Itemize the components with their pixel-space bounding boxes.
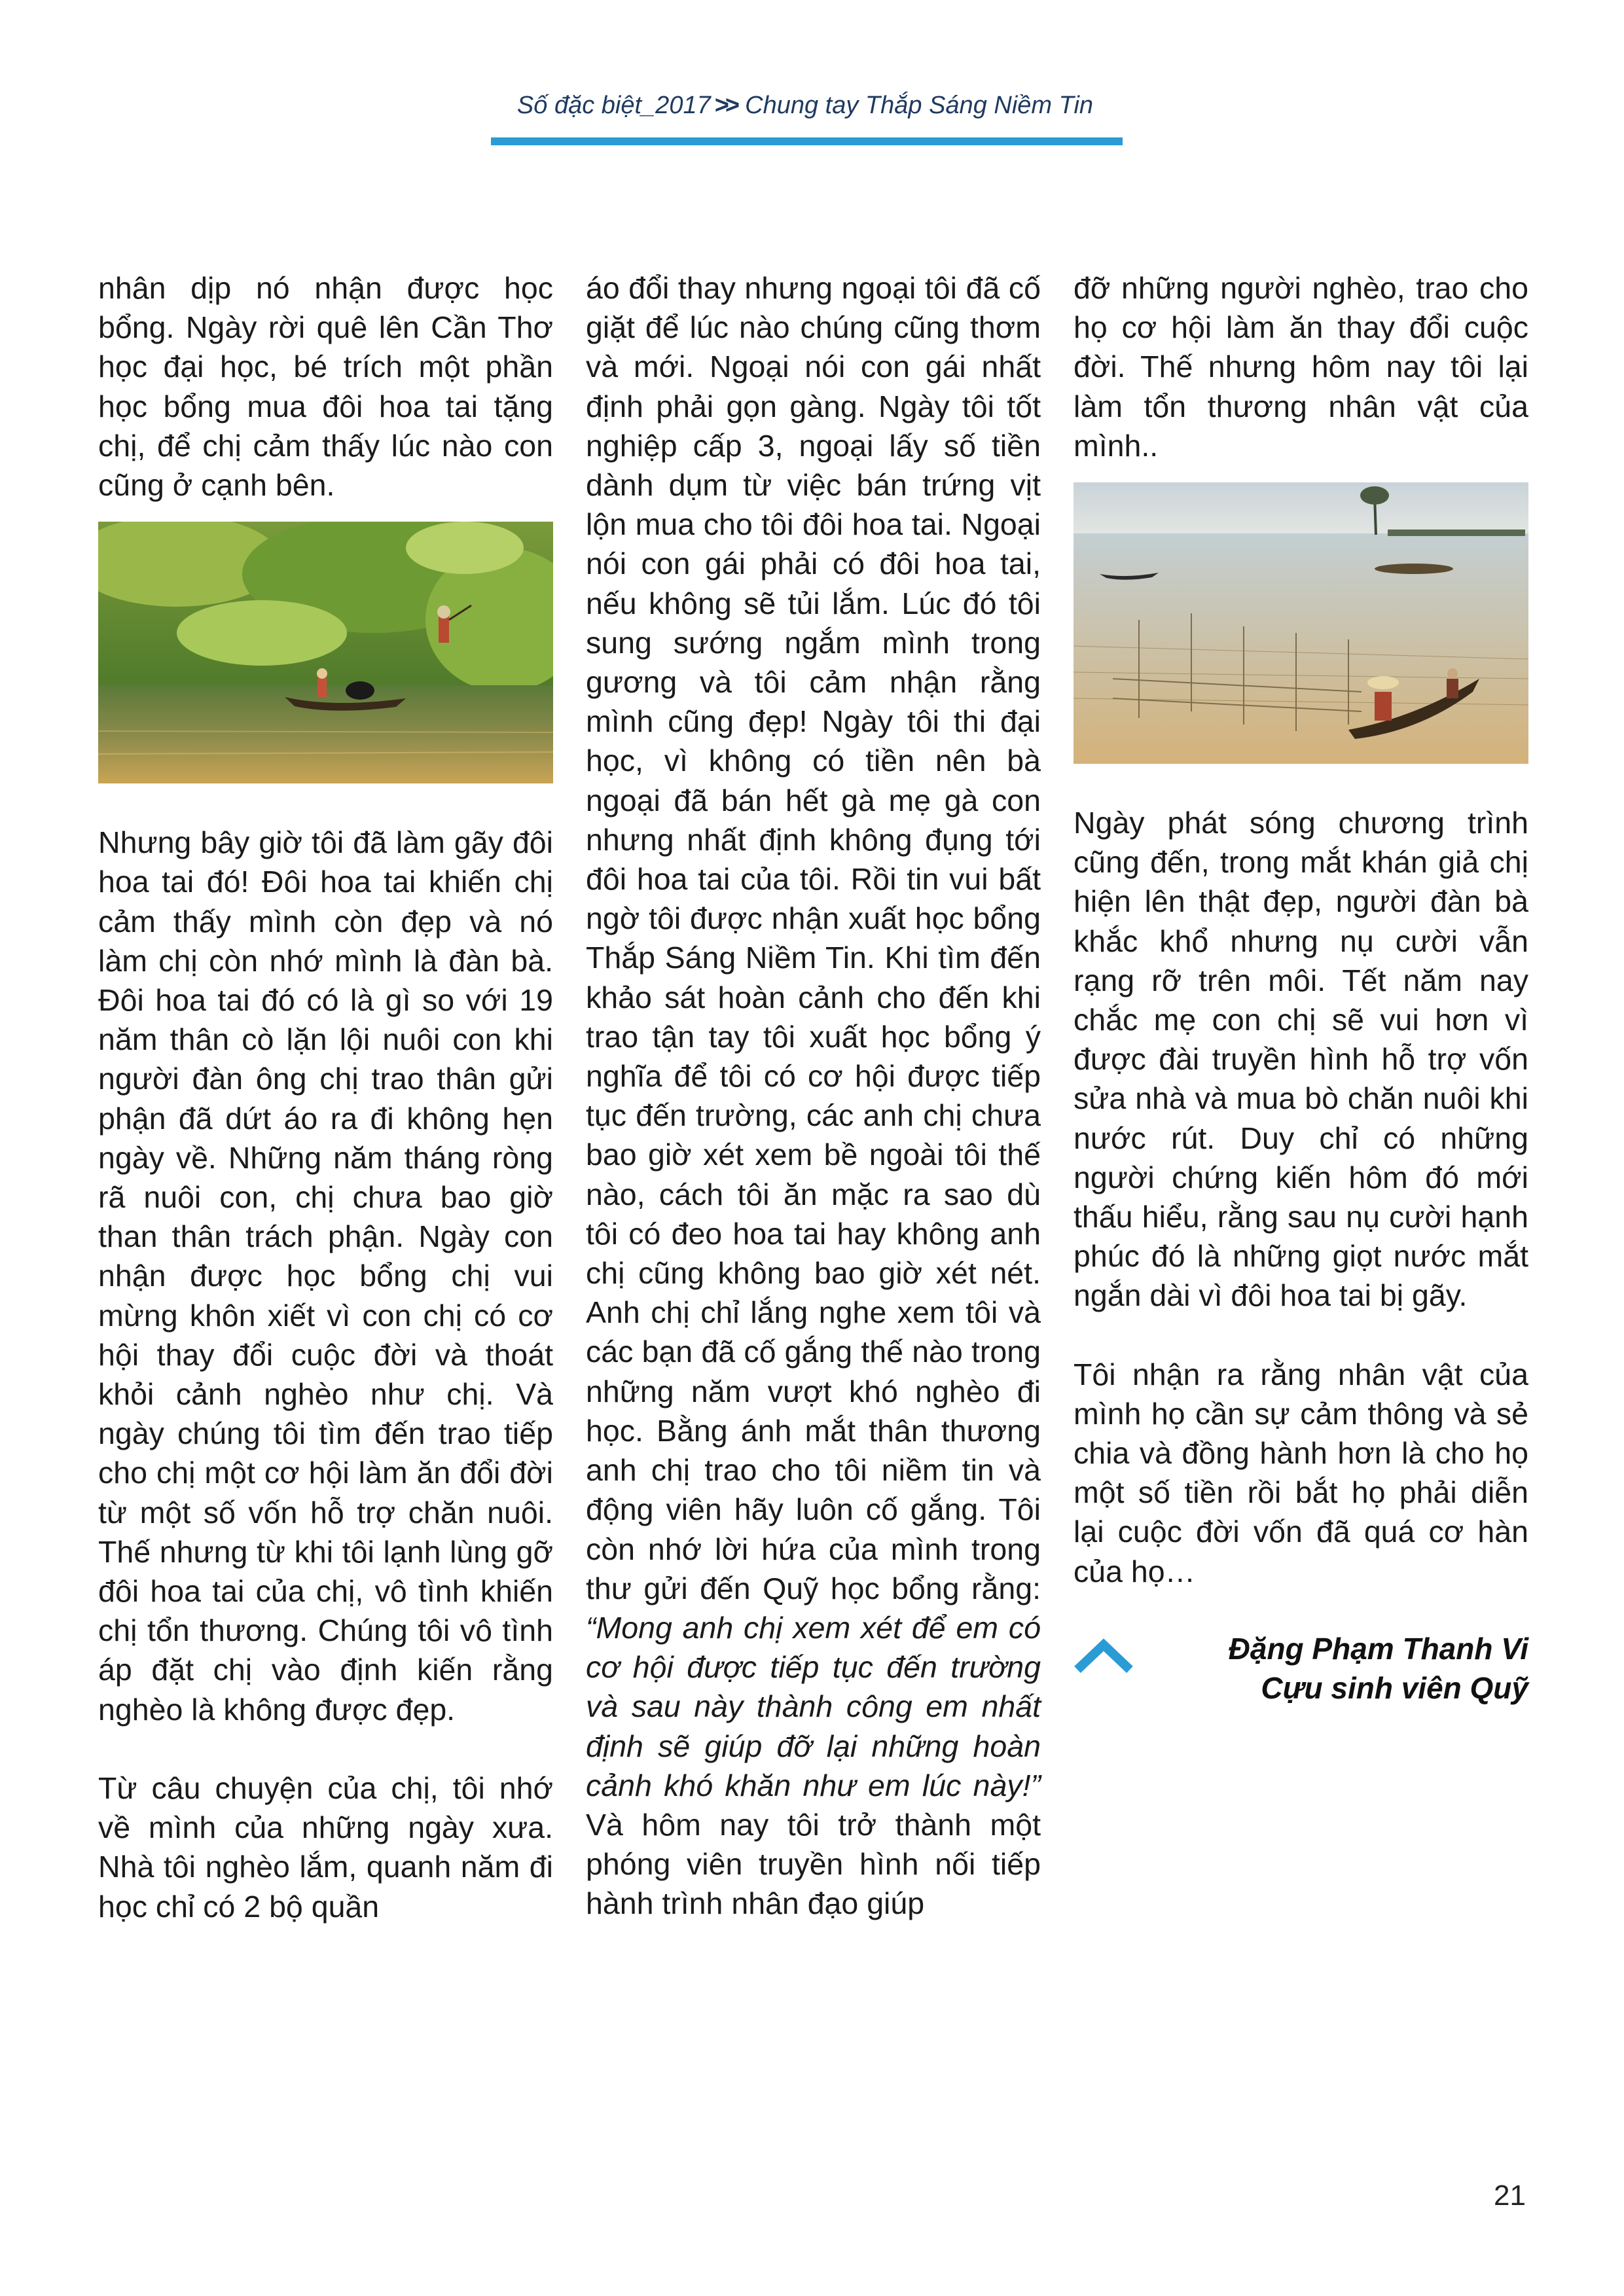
photo-boat-by-riverbank-image	[98, 522, 553, 783]
col3-paragraph-1: đỡ những người nghèo, trao cho họ cơ hội làm ăn thay đổi cuộc đời. Thế nhưng hôm nay tôi lại làm tổn thương nhân vật của mình..	[1074, 271, 1528, 463]
col3-paragraph-2: Ngày phát sóng chương trình cũng đến, trong mắt khán giả chị hiện lên thật đẹp, người đàn bà khắc khổ nhưng nụ cười vẫn rạng rỡ trên môi. Tết năm nay chắc mẹ con chị sẽ vui hơn vì được đài truyền hình hỗ trợ vốn sửa nhà và mua bò chăn nuôi khi nước rút. Duy chỉ có những người chứng kiến hôm đó mới thấu hiểu, rằng sau nụ cười hạnh phúc đó là những giọt nước mắt ngắn dài vì đôi hoa tai bị gãy.	[1074, 806, 1528, 1313]
author-role: Cựu sinh viên Quỹ	[1261, 1670, 1528, 1705]
signature-text	[1229, 1629, 1528, 1708]
photo-flooded-field-boat-image	[1074, 482, 1528, 764]
col3-paragraph-3: Tôi nhận ra rằng nhân vật của mình họ cần sự cảm thông và sẻ chia và đồng hành hơn là cho họ một số tiền rồi bắt họ phải diễn lại cuộc đời vốn đã quá cơ hàn của họ…	[1074, 1357, 1528, 1588]
photo-flooded-field-boat	[1074, 482, 1528, 764]
running-header	[491, 92, 1119, 120]
page-number: 21	[1494, 2179, 1526, 2212]
header-accent-bar	[491, 137, 1123, 145]
col1-paragraph-1: nhân dịp nó nhận được học bổng. Ngày rời quê lên Cần Thơ học đại học, bé trích một phần học bổng mua đôi hoa tai tặng chị, để chị cảm thấy lúc nào con cũng ở cạnh bên.	[98, 271, 553, 503]
photo-boat-by-riverbank	[98, 522, 553, 783]
author-name: Đặng Phạm Thanh Vi	[1228, 1631, 1528, 1666]
col2-quote: “Mong anh chị xem xét để em có cơ hội được tiếp tục đến trường và sau này thành công em nhất định sẽ giúp đỡ lại những hoàn cảnh khó khăn như em lúc này!”	[586, 1610, 1041, 1803]
col1-paragraph-2: Nhưng bây giờ tôi đã làm gãy đôi hoa tai đó! Đôi hoa tai khiến chị cảm thấy mình còn đẹp và nó làm chị còn nhớ mình là đàn bà. Đôi hoa tai đó có là gì so với 19 năm thân cò lặn lội nuôi con khi người đàn ông chị trao thân gửi phận đã dứt áo ra đi không hẹn ngày về. Những năm tháng ròng rã nuôi con, chị chưa bao giờ than thân trách phận. Ngày con nhận được học bổng chị vui mừng khôn xiết vì con chị có cơ hội thay đổi cuộc đời và thoát khỏi cảnh nghèo như chị. Và ngày chúng tôi tìm đến trao tiếp cho chị một cơ hội làm ăn đổi đời từ một số vốn hỗ trợ chăn nuôi. Thế nhưng từ khi tôi lạnh lùng gỡ đôi hoa tai của chị, vô tình khiến chị tổn thương. Chúng tôi vô tình áp đặt chị vào định kiến rằng nghèo là không được đẹp.	[98, 825, 553, 1727]
issue-label: Số đặc biệt_2017	[516, 92, 711, 119]
column-1	[98, 268, 553, 1926]
col2-text-start: áo đổi thay nhưng ngoại tôi đã cố giặt để lúc nào chúng cũng thơm và mới. Ngoại nói con gái nhất định phải gọn gàng. Ngày tôi tốt nghiệp cấp 3, ngoại lấy số tiền dành dụm từ việc bán trứng vịt lộn mua cho tôi đôi hoa tai. Ngoại nói con gái phải có đôi hoa tai, nếu không sẽ tủi lắm. Lúc đó tôi sung sướng ngắm mình trong gương và tôi cảm nhận rằng mình cũng đẹp! Ngày tôi thi đại học, vì không có tiền nên bà ngoại đã bán hết gà mẹ gà con nhưng nhất định không đụng tới đôi hoa tai của tôi. Rồi tin vui bất ngờ tôi được nhận xuất học bổng Thắp Sáng Niềm Tin. Khi tìm đến khảo sát hoàn cảnh cho đến khi trao tận tay tôi xuất học bổng ý nghĩa để tôi có cơ hội được tiếp tục đến trường, các anh chị chưa bao giờ xét xem bề ngoài tôi thế nào, cách tôi ăn mặc ra sao dù tôi có đeo hoa tai hay không anh chị cũng không bao giờ xét nét. Anh chị chỉ lắng nghe xem tôi và các bạn đã cố gắng thế nào trong những năm vượt khó nghèo đi học. Bằng ánh mắt thân thương anh chị trao cho tôi niềm tin và động viên hãy luôn cố gắng. Tôi còn nhớ lời hứa của mình trong thư gửi đến Quỹ học bổng rằng:	[586, 271, 1041, 1605]
section-title: Chung tay Thắp Sáng Niềm Tin	[745, 92, 1094, 119]
col2-paragraph-1	[586, 268, 1041, 1924]
double-chevron-separator-icon: >>	[714, 92, 736, 119]
author-signature	[1074, 1629, 1528, 1727]
col2-text-end: Và hôm nay tôi trở thành một phóng viên truyền hình nối tiếp hành trình nhân đạo giúp	[586, 1807, 1041, 1921]
column-2	[586, 268, 1041, 1924]
col1-paragraph-3: Từ câu chuyện của chị, tôi nhớ về mình của những ngày xưa. Nhà tôi nghèo lắm, quanh năm đi học chỉ có 2 bộ quần	[98, 1770, 553, 1924]
chevron-up-icon	[1074, 1636, 1134, 1675]
column-3	[1074, 268, 1528, 1727]
